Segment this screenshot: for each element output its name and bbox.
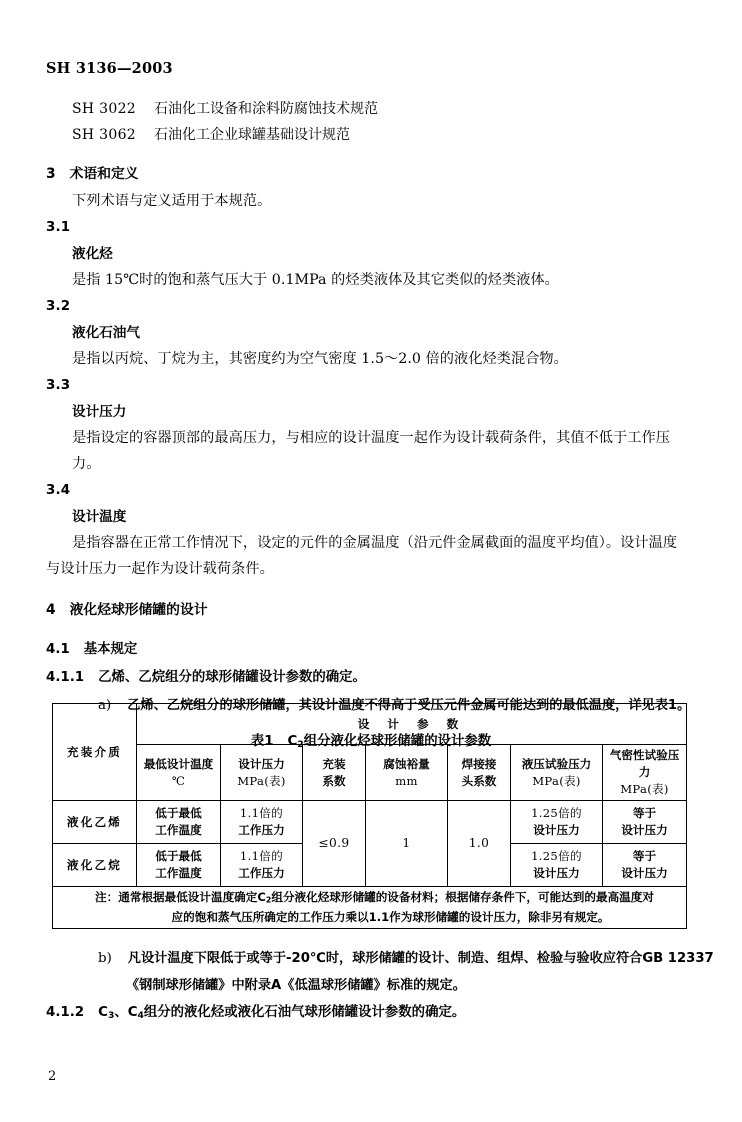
- post-table-content: [46, 945, 714, 1030]
- table-col-header-airtight-test-pressure: 气密性试验压力 MPa(表): [603, 745, 687, 801]
- list-item-b: [46, 945, 714, 972]
- table-col-header-min-temp: 最低设计温度 ℃: [137, 745, 221, 801]
- list-item-b-line1: 凡设计温度下限低于或等于-20℃时，球形储罐的设计、制造、组焊、检验与验收应符合GB 12337: [127, 951, 714, 966]
- table-cell-media: 液化乙烷: [53, 844, 137, 887]
- section-3-number: 3: [46, 166, 56, 182]
- clause-4-1-2-text: $C_3$、$C_4$组分的液化烃或液化石油气球形储罐设计参数的确定。: [98, 1005, 466, 1021]
- clause-3-2-number: 3.2: [46, 299, 71, 314]
- section-3-title: 术语和定义: [69, 166, 139, 182]
- table-corner-header: 充装介质: [53, 704, 137, 801]
- table-cell-corrosion-allowance: 1: [366, 801, 448, 887]
- clause-3-4-term: 设计温度: [72, 509, 127, 525]
- list-item-b-marker: b): [98, 951, 112, 966]
- clause-3-2-definition: 是指以丙烷、丁烷为主，其密度约为空气密度 1.5～2.0 倍的液化烃类混合物。: [72, 351, 568, 367]
- table-header-row-group: [53, 704, 687, 745]
- table-header-row-columns: [53, 745, 687, 801]
- table-note-line-2: 应的饱和蒸气压所确定的工作压力乘以1.1作为球形储罐的设计压力，除非另有规定。: [171, 909, 610, 924]
- table-cell-airtight-test: 等于 设计压力: [603, 801, 687, 844]
- clause-4-1-1-text: 乙烯、乙烷组分的球形储罐设计参数的确定。: [98, 670, 366, 685]
- table-cell-weld-joint-factor: 1.0: [448, 801, 511, 887]
- standard-header: SH 3136—2003: [46, 60, 173, 77]
- section-4-number: 4: [46, 602, 56, 618]
- section-4-title: 液化烃球形储罐的设计: [69, 602, 208, 618]
- clause-3-1-number: 3.1: [46, 220, 71, 235]
- section-4-heading: [46, 596, 696, 624]
- clause-3-3-definition: 是指设定的容器顶部的最高压力，与相应的设计温度一起作为设计载荷条件，其值不低于工作压力。: [72, 430, 670, 472]
- clause-4-1-title: 基本规定: [83, 642, 138, 657]
- section-3-heading: [46, 160, 696, 188]
- clause-3-2-term: 液化石油气: [72, 325, 140, 341]
- table-cell-hydro-test: 1.25倍的 设计压力: [511, 844, 603, 887]
- table-col-header-design-pressure: 设计压力 MPa(表): [221, 745, 303, 801]
- table-1-container: [52, 703, 686, 929]
- clause-3-1-term: 液化烃: [72, 246, 113, 262]
- section-3-intro: 下列术语与定义适用于本规范。: [72, 193, 272, 209]
- table-cell-airtight-test: 等于 设计压力: [603, 844, 687, 887]
- table-cell-hydro-test: 1.25倍的 设计压力: [511, 801, 603, 844]
- list-item-a-text: 乙烯、乙烷组分的球形储罐，其设计温度不得高于受压元件金属可能达到的最低温度，详见表1。: [127, 698, 691, 713]
- reference-code: SH 3062: [72, 127, 136, 143]
- reference-code: SH 3022: [72, 101, 136, 117]
- clause-4-1-2-line: [46, 999, 706, 1030]
- clause-3-4-definition-line2: 与设计压力一起作为设计载荷条件。: [46, 561, 274, 577]
- table-note: [53, 887, 687, 929]
- reference-title: 石油化工设备和涂料防腐蚀技术规范: [153, 101, 378, 117]
- table-row: [53, 801, 687, 844]
- table-1: [52, 703, 687, 929]
- table-group-header: 设 计 参 数: [137, 704, 687, 745]
- table-col-header-fill-factor: 充装 系数: [303, 745, 366, 801]
- clause-3-4-definition-line1: 是指容器在正常工作情况下，设定的元件的金属温度（沿元件金属截面的温度平均值）。设计温度: [72, 535, 678, 551]
- clause-4-1-1-line: [46, 664, 696, 692]
- page-number: 2: [48, 1069, 57, 1084]
- table-note-row: [53, 887, 687, 929]
- table-cell-design-pressure: 1.1倍的 工作压力: [221, 801, 303, 844]
- reference-title: 石油化工企业球罐基础设计规范: [153, 127, 350, 143]
- table-cell-media: 液化乙烯: [53, 801, 137, 844]
- clause-3-1-definition: 是指 15℃时的饱和蒸气压大于 0.1MPa 的烃类液体及其它类似的烃类液体。: [72, 272, 559, 288]
- table-note-line-1: 注：通常根据最低设计温度确定$C_2$组分液化烃球形储罐的设备材料；根据储存条件下，可能达到的最高温度对: [95, 890, 654, 905]
- clause-4-1-2-number: 4.1.2: [46, 1005, 85, 1020]
- clause-3-3-term: 设计压力: [72, 404, 127, 420]
- table-cell-min-temp: 低于最低 工作温度: [137, 844, 221, 887]
- list-item-b-line2: 《钢制球形储罐》中附录A《低温球形储罐》标准的规定。: [126, 978, 466, 993]
- clause-4-1-1-number: 4.1.1: [46, 670, 85, 685]
- table-col-header-hydro-test-pressure: 液压试验压力 MPa(表): [511, 745, 603, 801]
- clause-3-3-number: 3.3: [46, 378, 71, 393]
- table-col-header-weld-joint-factor: 焊接接 头系数: [448, 745, 511, 801]
- table-1-caption-label: 表1: [250, 734, 274, 749]
- reference-item: [46, 96, 696, 122]
- table-col-header-corrosion-allowance: 腐蚀裕量 mm: [366, 745, 448, 801]
- table-cell-fill-factor: ≤0.9: [303, 801, 366, 887]
- clause-3-4-number: 3.4: [46, 483, 71, 498]
- table-1-caption-text: $C_2$组分液化烃球形储罐的设计参数: [287, 734, 492, 750]
- table-cell-min-temp: 低于最低 工作温度: [137, 801, 221, 844]
- list-item-a-marker: a): [98, 698, 112, 713]
- clause-4-1-heading: [46, 636, 696, 664]
- document-body: [46, 96, 696, 758]
- table-cell-design-pressure: 1.1倍的 工作压力: [221, 844, 303, 887]
- reference-item: [46, 122, 696, 148]
- clause-4-1-number: 4.1: [46, 642, 70, 657]
